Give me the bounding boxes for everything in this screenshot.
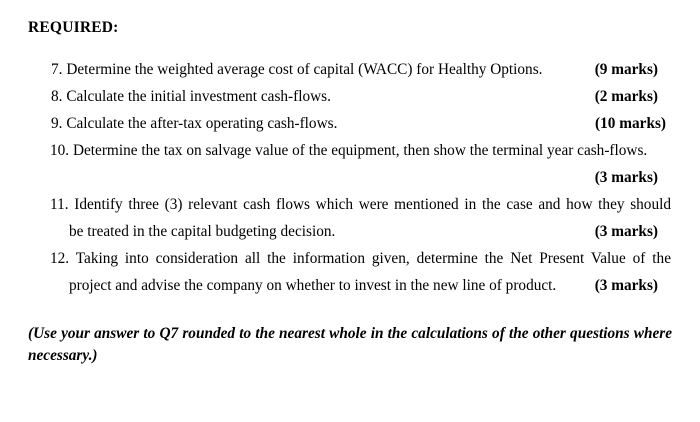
question-number: 7. bbox=[51, 61, 63, 78]
question-12-marks: (3 marks) bbox=[594, 277, 658, 294]
question-text: Identify three (3) relevant cash flows which were mentioned in the case and how they should bbox=[74, 196, 672, 213]
question-12-line-1 bbox=[50, 250, 671, 268]
question-9-marks: (10 marks) bbox=[595, 115, 666, 132]
question-number: 11. bbox=[50, 196, 69, 213]
question-11-line-1 bbox=[50, 196, 671, 214]
question-text: Calculate the after-tax operating cash-flows. bbox=[66, 115, 338, 132]
question-7 bbox=[51, 61, 542, 79]
question-11-line-2: be treated in the capital budgeting decision. bbox=[69, 223, 336, 240]
question-8 bbox=[51, 88, 331, 106]
question-10-marks: (3 marks) bbox=[594, 169, 658, 186]
question-9 bbox=[51, 115, 337, 133]
question-number: 12. bbox=[50, 250, 70, 267]
question-text: Determine the tax on salvage value of the equipment, then show the terminal year cash-flows. bbox=[72, 142, 648, 159]
question-text: Determine the weighted average cost of capital (WACC) for Healthy Options. bbox=[66, 61, 543, 78]
question-number: 10. bbox=[50, 142, 70, 159]
note-line-2: necessary.) bbox=[28, 347, 98, 364]
question-12-line-2: project and advise the company on whether to invest in the new line of product. bbox=[69, 277, 557, 294]
question-text: Calculate the initial investment cash-flows. bbox=[66, 88, 331, 105]
required-heading: REQUIRED: bbox=[28, 19, 119, 36]
question-10 bbox=[50, 142, 647, 160]
question-text: Taking into consideration all the information given, determine the Net Present Value of the bbox=[75, 250, 671, 267]
question-11-marks: (3 marks) bbox=[594, 223, 658, 240]
question-8-marks: (2 marks) bbox=[594, 88, 658, 105]
question-number: 9. bbox=[51, 115, 63, 132]
note-line-1: (Use your answer to Q7 rounded to the nearest whole in the calculations of the other questions where bbox=[28, 325, 672, 342]
question-7-marks: (9 marks) bbox=[594, 61, 658, 78]
question-number: 8. bbox=[51, 88, 63, 105]
